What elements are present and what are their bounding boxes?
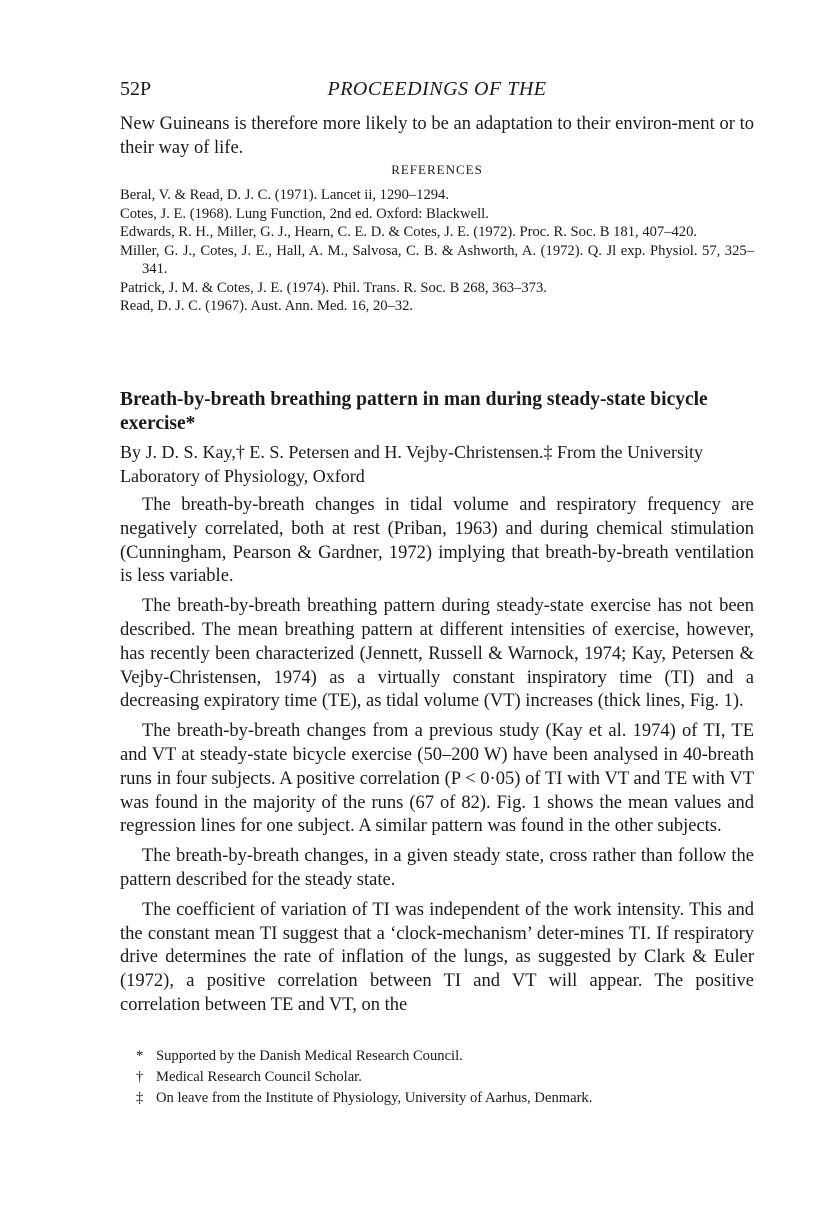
references-heading: REFERENCES (391, 162, 483, 177)
footnote (120, 1088, 754, 1109)
body-paragraph: The breath-by-breath changes, in a given steady state, cross rather than follow the pattern described for the steady state. (120, 846, 754, 890)
carryover-paragraph: New Guineans is therefore more likely to be an adaptation to their environ-ment or to their way of life. (120, 114, 754, 158)
footnote-mark: ‡ (136, 1090, 144, 1106)
body-paragraph: The breath-by-breath changes in tidal volume and respiratory frequency are negatively correlated, both at rest (Priban, 1963) and during chemical stimulation (Cunningham, Pearson & Gardner, 1972) implying that breath-by-breath ventilation is less variable. (120, 495, 754, 587)
body-paragraph: The breath-by-breath changes from a previous study (Kay et al. 1974) of TI, TE and VT at steady-state bicycle exercise (50–200 W) have been analysed in 40-breath runs in four subjects. A positive correlation (P < 0·05) of TI with VT and TE with VT was found in the majority of the runs (67 of 82). Fig. 1 shows the mean values and regression lines for one subject. A similar pattern was found in the other subjects. (120, 721, 754, 837)
reference-item: Patrick, J. M. & Cotes, J. E. (1974). Phil. Trans. R. Soc. B 268, 363–373. (120, 279, 547, 296)
article-byline: By J. D. S. Kay,† E. S. Petersen and H. Vejby-Christensen.‡ From the University Laboratory of Physiology, Oxford (120, 442, 703, 486)
article-title: Breath-by-breath breathing pattern in man during steady-state bicycle exercise* (120, 389, 708, 434)
footnote (120, 1046, 754, 1067)
reference-item: Read, D. J. C. (1967). Aust. Ann. Med. 16, 20–32. (120, 298, 414, 314)
footnote-mark: * (136, 1048, 144, 1064)
footnote-mark: † (136, 1069, 144, 1085)
footnote (120, 1067, 754, 1088)
reference-item: Cotes, J. E. (1968). Lung Function, 2nd ed. Oxford: Blackwell. (120, 205, 489, 222)
footnote-text: Medical Research Council Scholar. (156, 1069, 362, 1085)
page-number: 52P (120, 78, 152, 100)
references-list (120, 186, 754, 316)
footnote-text: Supported by the Danish Medical Research Council. (156, 1048, 463, 1064)
footnotes (120, 1046, 754, 1109)
body-paragraph: The breath-by-breath breathing pattern during steady-state exercise has not been described. The mean breathing pattern at different intensities of exercise, however, has recently been characterized (Jennett, Russell & Warnock, 1974; Kay, Petersen & Vejby-Christensen, 1974) as a virtually constant inspiratory time (TI) and a decreasing expiratory time (TE), as tidal volume (VT) increases (thick lines, Fig. 1). (120, 596, 754, 712)
reference-item: Miller, G. J., Cotes, J. E., Hall, A. M., Salvosa, C. B. & Ashworth, A. (1972). Q. Jl exp. Physiol. 57, 325–341. (120, 242, 754, 277)
journal-title: PROCEEDINGS OF THE (327, 78, 547, 100)
reference-item: Beral, V. & Read, D. J. C. (1971). Lancet ii, 1290–1294. (120, 187, 449, 203)
article-body (120, 494, 754, 1024)
reference-item: Edwards, R. H., Miller, G. J., Hearn, C. E. D. & Cotes, J. E. (1972). Proc. R. Soc. B 181, 407–420. (120, 224, 698, 240)
running-head (120, 78, 754, 104)
body-paragraph: The coefficient of variation of TI was independent of the work intensity. This and the constant mean TI suggest that a ‘clock-mechanism’ deter-mines TI. If respiratory drive determines the rate of inflation of the lungs, as suggested by Clark & Euler (1972), a positive correlation between TI and VT will appear. The positive correlation between TE and VT, on the (120, 899, 754, 1015)
footnote-text: On leave from the Institute of Physiology, University of Aarhus, Denmark. (156, 1090, 593, 1106)
